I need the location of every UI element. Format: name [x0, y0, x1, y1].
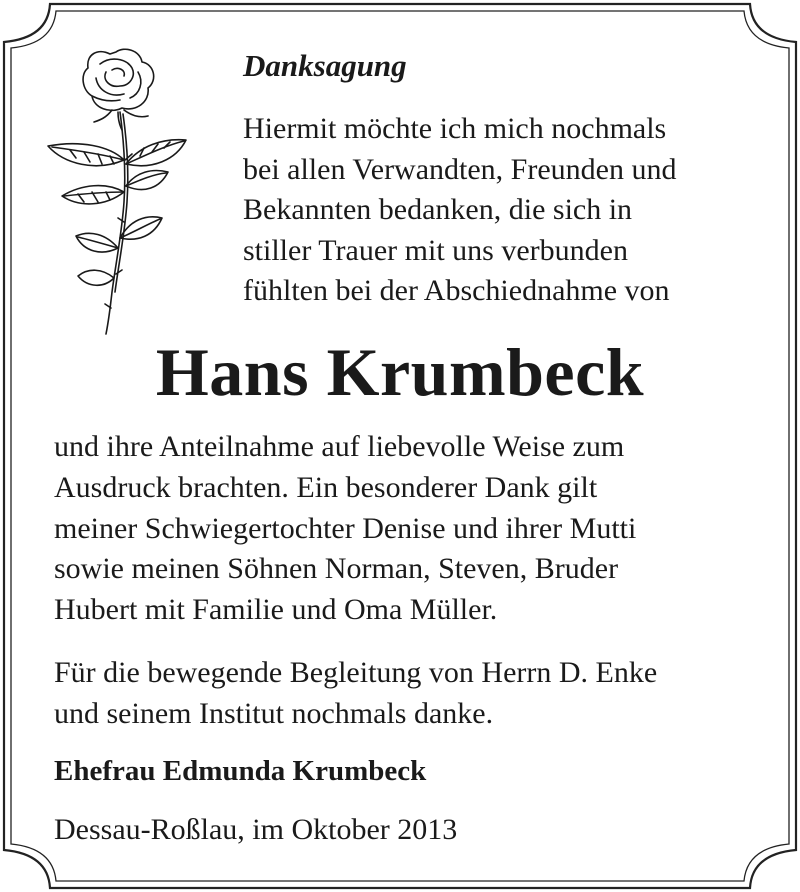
intro-line: stiller Trauer mit uns verbunden	[243, 233, 628, 267]
intro-line: Bekannten bedanken, die sich in	[243, 193, 633, 227]
intro-line: fühlten bei der Abschiednahme von	[243, 274, 670, 308]
escort-line: und seinem Institut nochmals danke.	[54, 697, 494, 730]
place-date: Dessau-Roßlau, im Oktober 2013	[54, 813, 458, 846]
intro-line: bei allen Verwandten, Freunden und	[243, 152, 677, 186]
signature: Ehefrau Edmunda Krumbeck	[54, 755, 427, 787]
notice-heading: Danksagung	[243, 48, 407, 83]
rose-icon	[40, 42, 190, 342]
intro-line: Hiermit möchte ich mich nochmals	[243, 112, 667, 145]
escort-line: Für die bewegende Begleitung von Herrn D. Enke	[54, 656, 658, 689]
thanks-line: sowie meinen Söhnen Norman, Steven, Bruder	[54, 552, 619, 586]
escort-paragraph	[54, 652, 657, 734]
intro-paragraph	[243, 109, 677, 312]
deceased-name: Hans Krumbeck	[155, 334, 645, 410]
thanks-line: Hubert mit Familie und Oma Müller.	[54, 593, 498, 627]
thanks-paragraph	[54, 427, 636, 631]
thanks-line: meiner Schwiegertochter Denise und ihrer Mutti	[54, 511, 637, 545]
thanks-line: und ihre Anteilnahme auf liebevolle Weise zum	[54, 430, 625, 463]
thanks-line: Ausdruck brachten. Ein besonderer Dank gilt	[54, 470, 598, 504]
